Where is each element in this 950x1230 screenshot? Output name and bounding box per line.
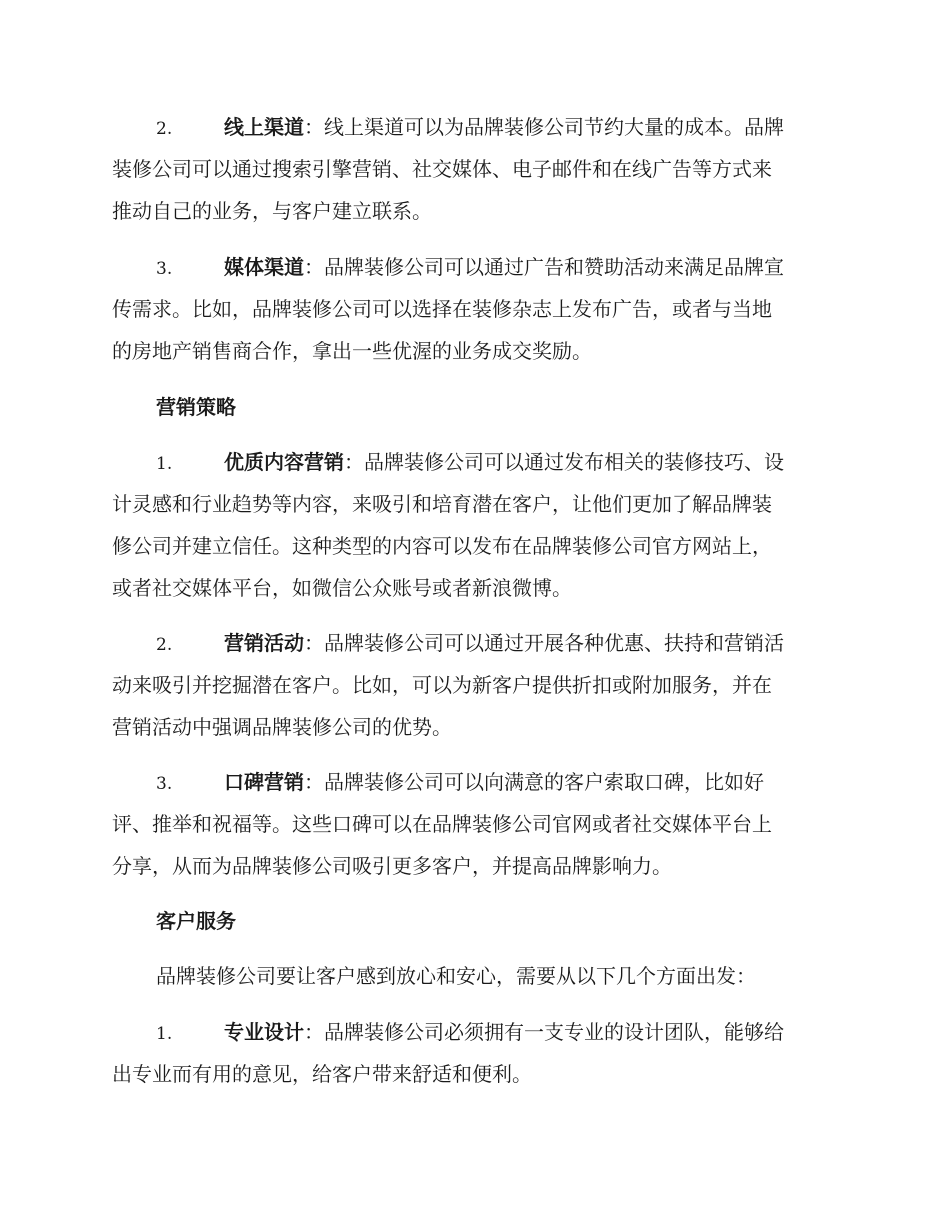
list-number: 2. bbox=[156, 119, 173, 139]
section-heading-service: 客户服务 bbox=[156, 909, 236, 933]
service-intro-block bbox=[112, 955, 832, 997]
list-item-media-channel bbox=[112, 246, 832, 372]
list-item-online-channel bbox=[112, 106, 832, 232]
list-text-line: 传需求。比如，品牌装修公司可以选择在装修杂志上发布广告，或者与当地 bbox=[112, 297, 772, 321]
service-intro: 品牌装修公司要让客户感到放心和安心，需要从以下几个方面出发： bbox=[156, 964, 756, 988]
section-heading-marketing: 营销策略 bbox=[156, 395, 236, 419]
list-text: ：品牌装修公司必须拥有一支专业的设计团队，能够给 bbox=[304, 1020, 784, 1044]
list-term: 优质内容营销 bbox=[224, 450, 344, 474]
list-number: 1. bbox=[156, 1024, 173, 1044]
list-number: 1. bbox=[156, 454, 173, 474]
list-term: 营销活动 bbox=[224, 631, 304, 655]
list-number: 2. bbox=[156, 635, 173, 655]
list-text: ：品牌装修公司可以通过广告和赞助活动来满足品牌宣 bbox=[304, 255, 784, 279]
list-term: 媒体渠道 bbox=[224, 255, 304, 279]
list-term: 专业设计 bbox=[224, 1020, 304, 1044]
list-item-content-marketing bbox=[112, 441, 832, 609]
list-text: ：线上渠道可以为品牌装修公司节约大量的成本。品牌 bbox=[304, 115, 784, 139]
list-text-line: 修公司并建立信任。这种类型的内容可以发布在品牌装修公司官方网站上， bbox=[112, 534, 772, 558]
list-item-word-of-mouth bbox=[112, 761, 832, 887]
list-item-first-line bbox=[112, 106, 832, 148]
list-item-marketing-activities bbox=[112, 622, 832, 748]
list-term: 线上渠道 bbox=[224, 115, 304, 139]
list-text-line: 分享，从而为品牌装修公司吸引更多客户，并提高品牌影响力。 bbox=[112, 854, 672, 878]
list-text-line: 出专业而有用的意见，给客户带来舒适和便利。 bbox=[112, 1062, 532, 1086]
list-item-first-line bbox=[112, 622, 832, 664]
list-text: ：品牌装修公司可以向满意的客户索取口碑，比如好 bbox=[304, 770, 764, 794]
list-text-line: 计灵感和行业趋势等内容，来吸引和培育潜在客户，让他们更加了解品牌装 bbox=[112, 492, 772, 516]
list-text: ：品牌装修公司可以通过发布相关的装修技巧、设 bbox=[344, 450, 784, 474]
list-text-line: 的房地产销售商合作，拿出一些优渥的业务成交奖励。 bbox=[112, 339, 592, 363]
list-text-line: 推动自己的业务，与客户建立联系。 bbox=[112, 199, 432, 223]
list-number: 3. bbox=[156, 259, 173, 279]
list-text-line: 装修公司可以通过搜索引擎营销、社交媒体、电子邮件和在线广告等方式来 bbox=[112, 157, 772, 181]
section-service bbox=[112, 900, 832, 942]
list-item-professional-design bbox=[112, 1011, 832, 1095]
list-text-line: 或者社交媒体平台，如微信公众账号或者新浪微博。 bbox=[112, 576, 572, 600]
list-item-first-line bbox=[112, 761, 832, 803]
list-text-line: 评、推举和祝福等。这些口碑可以在品牌装修公司官网或者社交媒体平台上 bbox=[112, 812, 772, 836]
list-text: ：品牌装修公司可以通过开展各种优惠、扶持和营销活 bbox=[304, 631, 784, 655]
list-term: 口碑营销 bbox=[224, 770, 304, 794]
section-marketing bbox=[112, 386, 832, 428]
list-number: 3. bbox=[156, 774, 173, 794]
list-item-first-line bbox=[112, 1011, 832, 1053]
list-item-first-line bbox=[112, 441, 832, 483]
list-text-line: 动来吸引并挖掘潜在客户。比如，可以为新客户提供折扣或附加服务，并在 bbox=[112, 673, 772, 697]
list-item-first-line bbox=[112, 246, 832, 288]
list-text-line: 营销活动中强调品牌装修公司的优势。 bbox=[112, 715, 452, 739]
